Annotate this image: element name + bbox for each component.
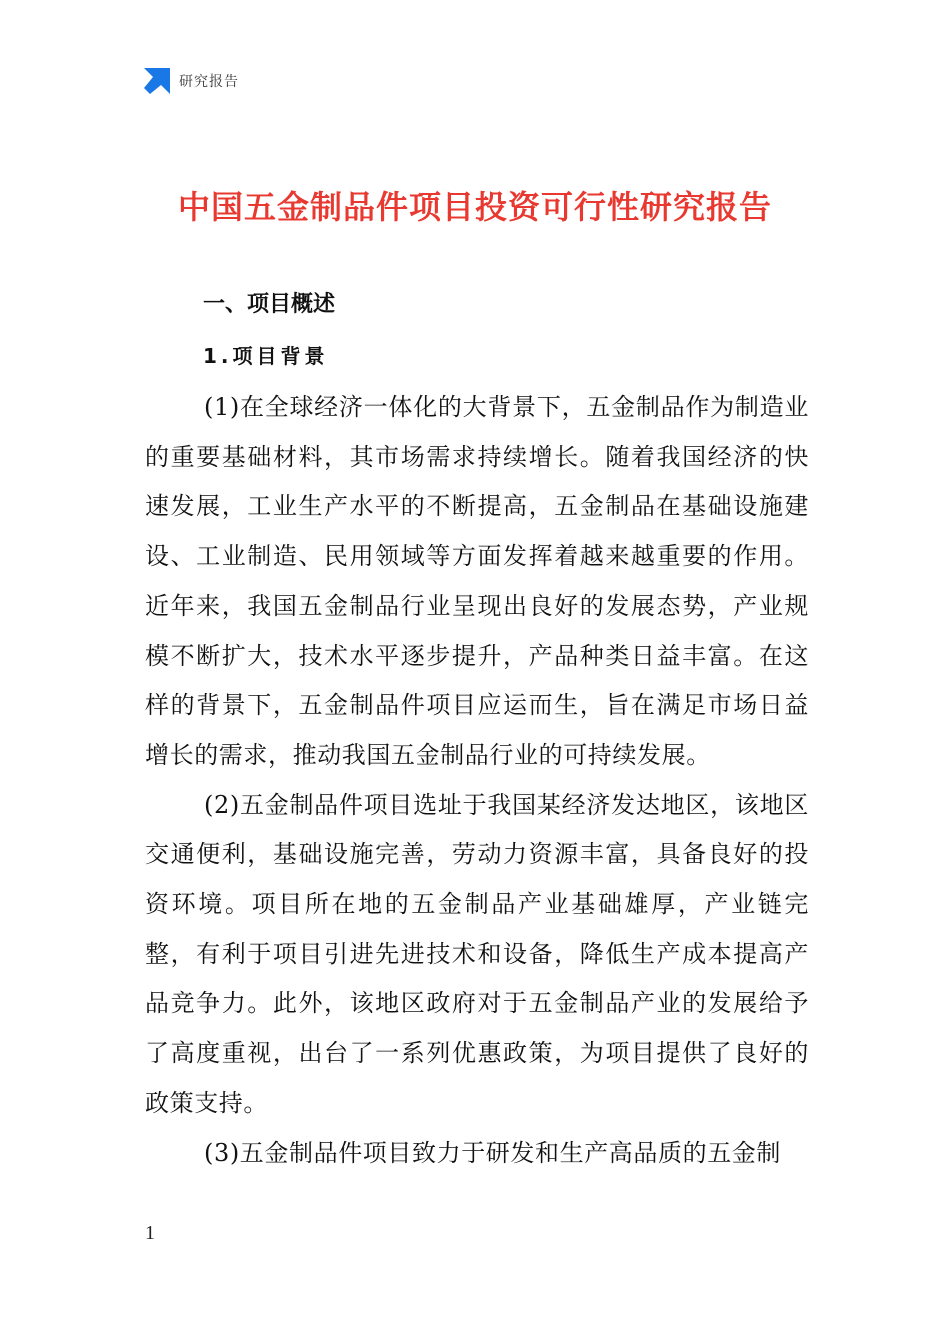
paragraph-1: (1)在全球经济一体化的大背景下，五金制品作为制造业的重要基础材料，其市场需求持续增长。随着我国经济的快速发展，工业生产水平的不断提高，五金制品在基础设施建设、工业制造、民用领域等方面发挥着越来越重要的作用。近年来，我国五金制品行业呈现出良好的发展态势，产业规模不断扩大，技术水平逐步提升，产品种类日益丰富。在这样的背景下，五金制品件项目应运而生，旨在满足市场日益增长的需求，推动我国五金制品行业的可持续发展。 — [145, 393, 809, 769]
paragraph-3: (3)五金制品件项目致力于研发和生产高品质的五金制 — [204, 1138, 781, 1167]
page-number: 1 — [145, 1222, 155, 1244]
subsection-heading: 1.项目背景 — [203, 344, 329, 368]
document-title: 中国五金制品件项目投资可行性研究报告 — [177, 188, 772, 226]
report-header — [144, 68, 239, 94]
header-label: 研究报告 — [179, 74, 239, 90]
body-text — [145, 383, 809, 1178]
section-heading: 一、项目概述 — [203, 292, 336, 317]
paragraph-2: (2)五金制品件项目选址于我国某经济发达地区，该地区交通便利，基础设施完善，劳动力资源丰富，具备良好的投资环境。项目所在地的五金制品产业基础雄厚，产业链完整，有利于项目引进先进技术和设备，降低生产成本提高产品竞争力。此外，该地区政府对于五金制品产业的发展给予了高度重视，出台了一系列优惠政策，为项目提供了良好的政策支持。 — [145, 790, 809, 1117]
arrow-up-right-icon — [144, 68, 170, 94]
